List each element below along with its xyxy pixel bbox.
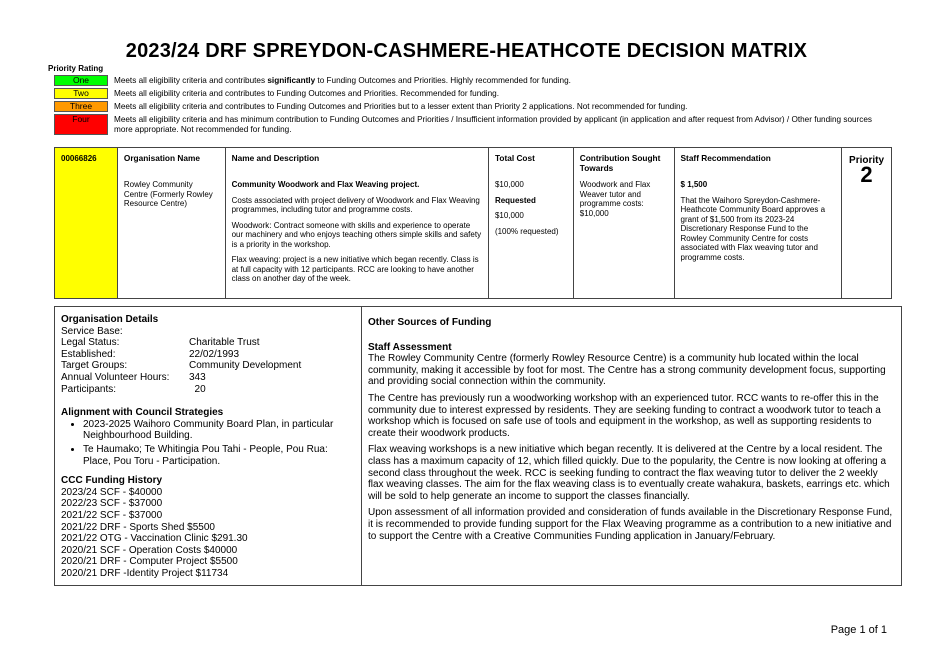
contribution-header: Contribution Sought Towards — [579, 153, 661, 173]
detail-value: Community Development — [189, 360, 302, 372]
org-details-heading: Organisation Details — [61, 314, 159, 325]
history-item: 2022/23 SCF - $37000 — [61, 498, 163, 510]
history-item: 2021/22 SCF - $37000 — [61, 509, 163, 521]
recommendation-amount: $ 1,500 — [680, 180, 708, 189]
total-cost-column — [489, 148, 574, 298]
description-paragraph: Flax weaving: project is a new initiative which began recently. Class is at full capacity with 12 participants. RCC are looking to have another class on another day of the week. — [231, 255, 479, 283]
page-number: Page 1 of 1 — [830, 624, 887, 636]
alignment-heading: Alignment with Council Strategies — [61, 407, 224, 419]
history-item: 2021/22 DRF - Sports Shed $5500 — [61, 521, 215, 533]
history-item: 2020/21 DRF - Computer Project $5500 — [61, 556, 238, 568]
priority-legend — [54, 75, 884, 137]
decision-matrix-row — [54, 147, 892, 299]
legend-text-three: Meets all eligibility criteria and contributes to Funding Outcomes and Priorities but to a lesser extent than Priority 2 applications. Not recommended for funding. — [114, 102, 688, 111]
total-cost-header: Total Cost — [494, 153, 535, 163]
history-item: 2023/24 SCF - $40000 — [61, 486, 163, 498]
priority-value: 2 — [860, 161, 873, 187]
detail-row — [61, 384, 355, 396]
detail-row — [61, 372, 355, 384]
page-title: 2023/24 DRF SPREYDON-CASHMERE-HEATHCOTE DECISION MATRIX — [125, 40, 808, 62]
detail-row — [61, 337, 355, 349]
contribution-text: Woodwork and Flax Weaver tutor and programme costs: $10,000 — [579, 180, 651, 218]
description-paragraph: Woodwork: Contract someone with skills and experience to operate our machinery and who enjoys teaching others simple skills and safety is a priority in the workshop. — [231, 220, 482, 249]
org-name: Rowley Community Centre (Formerly Rowley Resource Centre) — [123, 180, 213, 208]
detail-value: Charitable Trust — [189, 337, 260, 349]
org-name-column — [118, 148, 226, 298]
priority-column — [842, 148, 891, 298]
requested-label: Requested — [494, 195, 536, 205]
detail-label: Annual Volunteer Hours: — [61, 371, 170, 383]
staff-assessment-panel — [362, 307, 901, 585]
history-item: 2020/21 SCF - Operation Costs $40000 — [61, 544, 238, 556]
funding-history-heading: CCC Funding History — [61, 475, 163, 487]
details-section — [54, 306, 902, 586]
staff-assessment-heading: Staff Assessment — [368, 341, 452, 353]
detail-label: Participants: — [61, 383, 117, 395]
priority-swatch-three: Three — [54, 101, 108, 112]
priority-rating-label: Priority Rating — [48, 64, 104, 73]
priority-swatch-one: One — [54, 75, 108, 86]
alignment-list — [61, 419, 355, 467]
application-id: 00066826 — [55, 148, 118, 298]
legend-row-three — [54, 101, 884, 112]
legend-text-two: Meets all eligibility criteria and contributes to Funding Outcomes and Priorities. Recommended for funding. — [114, 89, 500, 98]
assessment-paragraph: The Rowley Community Centre (formerly Rowley Resource Centre) is a community hub located within the local community, making it accessible by foot for most. The Centre has a strong community development focus, supporting and providing social connection within the community. — [368, 353, 886, 388]
detail-label: Legal Status: — [61, 337, 120, 349]
recommendation-header: Staff Recommendation — [680, 153, 771, 163]
detail-value: 22/02/1993 — [189, 348, 240, 360]
other-sources-heading: Other Sources of Funding — [368, 317, 492, 328]
detail-value: 20 — [189, 383, 206, 395]
legend-row-four — [54, 114, 884, 135]
description-column — [226, 148, 489, 298]
project-title: Community Woodwork and Flax Weaving project. — [231, 180, 420, 189]
contribution-column — [574, 148, 675, 298]
requested-percent: (100% requested) — [494, 226, 559, 236]
alignment-item: • 2023-2025 Waihoro Community Board Plan, in particular Neighbourhood Building. — [83, 419, 355, 442]
recommendation-column — [675, 148, 843, 298]
recommendation-text: That the Waihoro Spreydon-Cashmere-Heathcote Community Board approves a grant of $1,500 from its 2023-24 Discretionary Response Fund to the Rowley Community Centre for costs associated with Flax weaving tutor and programme costs. — [680, 195, 826, 262]
legend-text-four: Meets all eligibility criteria and has minimum contribution to Funding Outcomes and Priorities / Insufficient information provided by applicant (in application and after request from Advisor) / Other funding sources more appropriate. Not recommended for funding. — [114, 115, 873, 134]
detail-row — [61, 349, 355, 361]
legend-row-two — [54, 88, 884, 99]
detail-label: Target Groups: — [61, 360, 128, 372]
assessment-paragraph: The Centre has previously run a woodworking workshop with an experienced tutor. RCC wants to re-offer this in the community due to interest expressed by residents. They are seeking funding to contract a woodwork tutor to teach a workshop which is focused on safe use of tools and equipment in the workshop, as well as supporting residents to create their woodwork products. — [368, 392, 881, 439]
detail-label: Established: — [61, 348, 116, 360]
detail-row — [61, 360, 355, 372]
history-item: 2020/21 DRF -Identity Project $11734 — [61, 567, 229, 579]
org-name-header: Organisation Name — [123, 153, 200, 163]
legend-text-one: Meets all eligibility criteria and contributes significantly to Funding Outcomes and Priorities. Highly recommended for funding. — [114, 76, 571, 85]
alignment-item: • Te Haumako; Te Whitingia Pou Tahi - People, Pou Rua: Place, Pou Toru - Participation. — [83, 444, 355, 467]
description-header: Name and Description — [231, 153, 320, 163]
history-item: 2021/22 OTG - Vaccination Clinic $291.30 — [61, 533, 248, 545]
priority-swatch-four: Four — [54, 114, 108, 135]
legend-row-one — [54, 75, 884, 86]
priority-header: Priority — [849, 155, 885, 166]
total-cost-value: $10,000 — [494, 180, 524, 189]
detail-value: 343 — [189, 371, 206, 383]
assessment-paragraph: Flax weaving workshops is a new initiative which began recently. It is delivered at the Centre by a local resident. The class has a maximum capacity of 12, which filled quickly. Due to the popularity, the Centre is now looking at offering a second class throughout the week. RCC is seeking funding to contract the flax weaving tutor to deliver the 2 weekly flax weaving classes. The aim for the flax weaving class is to eventually create wahakura, baskets, earrings etc. which will be sold to help generate an income to support the classes financially. — [368, 444, 890, 502]
description-paragraph: Costs associated with project delivery of Woodwork and Flax Weaving programmes, including tutor and programme costs. — [231, 195, 480, 214]
priority-swatch-two: Two — [54, 88, 108, 99]
organisation-details-panel — [55, 307, 362, 585]
service-base: Service Base: — [61, 325, 123, 337]
requested-amount: $10,000 — [494, 211, 524, 220]
assessment-paragraph: Upon assessment of all information provided and consideration of funds available in the Discretionary Response Fund, it is recommended to provide funding support for the Flax Weaving programme as a contribution to a new initiative and to support the Centre with a Creative Communities Funding application in January/February. — [368, 507, 893, 542]
